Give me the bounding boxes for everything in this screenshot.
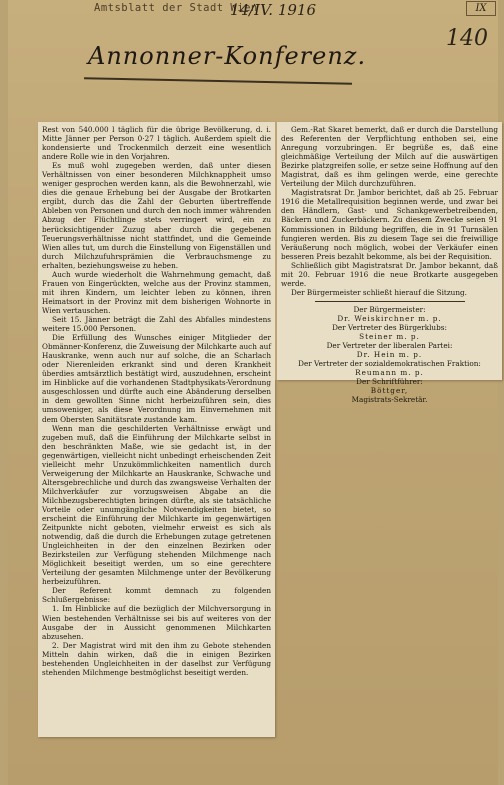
- paragraph: Die Erfüllung des Wunsches einiger Mitglieder der Obmänner-Konferenz, die Zuweisung der Milchkarte auch auf Hauskranke, wenn auch nur auf solche, die an Scharlach oder Nierenleiden erkrankt sind und deren Krankheit überdies amtsärztlich bestätigt wird, auszudehnen, erscheint im Hinblicke auf die vorhandenen Stadtphysikats-Verordnung ausgeschlossen und dürfte auch eine Abänderung derselben in dem gewollten Sinne nicht herbeizuführen sein, dies umsoweniger, als diese Verordnung im Einvernehmen mit dem Obersten Sanitätsrate zustande kam.: [42, 333, 271, 424]
- signature-name: Böttger,: [370, 386, 409, 396]
- scrapbook-page: [8, 0, 498, 785]
- signature-title: Magistrats-Sekretär.: [351, 395, 428, 405]
- title-underline: [84, 77, 352, 85]
- paragraph: 2. Der Magistrat wird mit den ihm zu Gebote stehenden Mitteln dahin wirken, daß die in einigen Bezirken bestehenden Ungleichheiten in der daselbst zur Verfügung stehenden Milchmenge bestmöglichst beseitigt werden.: [42, 640, 271, 677]
- paragraph: Magistratsrat Dr. Jambor berichtet, daß ab 25. Februar 1916 die Metallrequisition beginnen werde, und zwar bei den Händlern, Gast- und Schankgewerbetreibenden, Bäckern und Zuckerbäckern. Zu diesem Zwecke seien 91 Kommissionen in Bildung begriffen, die in 91 Turnsälen fungieren werden. Bis zu diesem Tage sei die freiwillige Veräußerung noch möglich, wobei der Verkäufer einen besseren Preis bezahlt bekomme, als bei der Requisition.: [281, 188, 498, 261]
- paragraph: Rest von 540.000 l täglich für die übrige Bevölkerung, d. i. Mitte Jänner per Person 0·27 l täglich. Außerdem spielt die kondensierte und Trockenmilch derzeit eine wesentlich andere Rolle wie in den Vorjahren.: [42, 125, 271, 162]
- handwritten-date: 14/IV. 1916: [230, 1, 316, 19]
- paragraph: Der Bürgermeister schließt hierauf die Sitzung.: [291, 287, 467, 297]
- signature-role: Der Vertreter der sozialdemokratischen Fraktion:: [298, 359, 481, 369]
- sheet-number: IX: [466, 1, 496, 16]
- paragraph: Schließlich gibt Magistratsrat Dr. Jambor bekannt, daß mit 20. Februar 1916 die neue Brotkarte ausgegeben werde.: [281, 260, 498, 288]
- paragraph: 1. Im Hinblicke auf die bezüglich der Milchversorgung in Wien bestehenden Verhältnisse sei bis auf weiteres von der Ausgabe der in Aussicht genommenen Milchkarten abzusehen.: [42, 604, 271, 641]
- paragraph: Gem.-Rat Skaret bemerkt, daß er durch die Darstellung des Referenten der Verpflichtung enthoben sei, eine Anregung vorzubringen. Er begrüße es, daß eine gleichmäßige Verteilung der Milch auf die auswärtigen Bezirke platzgreifen solle, er setze seine Hoffnung auf den Magistrat, daß es ihm gelingen werde, eine gerechte Verteilung der Milch durchzuführen.: [281, 125, 498, 189]
- signature-name: Dr. Hein m. p.: [356, 350, 423, 360]
- signature-name: Dr. Weiskirchner m. p.: [337, 313, 442, 323]
- paragraph: Der Referent kommt demnach zu folgenden Schlußergebnisse:: [42, 586, 271, 605]
- signature-name: Steiner m. p.: [359, 332, 420, 342]
- newspaper-header: Amtsblatt der Stadt Wien: [94, 2, 258, 14]
- paragraph: Es muß wohl zugegeben werden, daß unter diesen Verhältnissen von einer besonderen Milchknappheit umso weniger gesprochen werden kann, als die Bewohnerzahl, wie dies die genaue Erhebung bei der Ausgabe der Brotkarten ergibt, durch das die Zahl der Geburten übertreffende Ableben von Personen und durch den noch immer währenden Abzug der Flüchtlinge stets verringert wird, ein zu berücksichtigender Zuzug aber durch die gegebenen Teuerungsverhältnisse nicht stattfindet, und die Gemeinde Wien alles tut, um durch die Einstellung von Eigenställen und durch Milchzufuhrsprämien die Verbrauchsmenge zu erhalten, beziehungsweise zu heben.: [42, 161, 271, 270]
- paragraph: Wenn man die geschilderten Verhältnisse erwägt und zugeben muß, daß die Einführung der Milchkarte selbst in den beschränkten Maße, wie sie gedacht ist, in der gegenwärtigen, vielleicht nicht unbedingt erheischenden Zeit vielleicht mehr Unzukömmlichkeiten namentlich durch Verweigerung der Milchkarte an Hauskranke, Schwache und Altersgebrechliche und durch das zwangsweise Verhalten der Milchverkäufer zur vorzugsweisen Abgabe an die Milchbezugsberechtigten bringen dürfte, als sie tatsächliche Vorteile oder unumgängliche Notwendigkeiten bietet, so erscheint die Einführung der Milchkarte im gegenwärtigen Zeitpunkte nicht geboten, vielmehr erweist es sich als notwendig, daß die durch die Erhebungen zutage getretenen Ungleichheiten in der den einzelnen Bezirken oder Bezirksteilen zur Verfügung stehenden Milchmenge nach Möglichkeit beseitigt werden, um so eine gerechtere Verteilung der gesamten Milchmenge unter der Bevölkerung herbeizuführen.: [42, 423, 271, 587]
- paragraph: Seit 15. Jänner beträgt die Zahl des Abfalles mindestens weitere 15.000 Personen.: [42, 314, 271, 334]
- paragraph: Auch wurde wiederholt die Wahrnehmung gemacht, daß Frauen von Eingerückten, welche aus der Provinz stammen, mit ihren Kindern, um leichter leben zu können, ihren Heimatsort in der Provinz mit dem bisherigen Wohnorte in Wien vertauschen.: [42, 269, 271, 315]
- signature-role: Der Bürgermeister:: [353, 304, 426, 314]
- signature-role: Der Schriftführer:: [356, 377, 423, 387]
- signature-name: Reumann m. p.: [355, 368, 424, 378]
- handwritten-title: Annonner-Konferenz.: [88, 42, 367, 70]
- page-number: 140: [446, 26, 488, 51]
- signature-role: Der Vertreter der liberalen Partei:: [326, 341, 453, 351]
- signature-role: Der Vertreter des Bürgerklubs:: [332, 322, 447, 332]
- clipping-left: [38, 122, 275, 737]
- clipping-right: [277, 122, 502, 405]
- divider: [315, 301, 465, 302]
